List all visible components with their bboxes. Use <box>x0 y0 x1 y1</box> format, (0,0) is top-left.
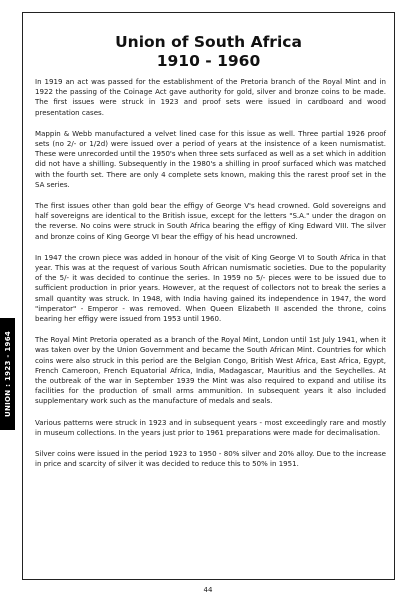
paragraph: In 1947 the crown piece was added in honour of the visit of King George VI to South Africa in that year. This was at the request of various South African numismatic societies. Due to the popularity of the 5/- it was decided to continue the series. In 1959 no 5/- pieces were to be issued due to sufficient production in prior years. However, at the request of collectors not to break the series a small quantity was struck. In 1948, with India having gained its independence in 1947, the word "imperator" - Emperor - was removed. When Queen Elizabeth II ascended the throne, coins bearing her effigy were issued from 1953 until 1960. <box>35 252 386 324</box>
page-title: Union of South Africa <box>115 33 302 51</box>
paragraph: In 1919 an act was passed for the establishment of the Pretoria branch of the Royal Mint and in 1922 the passing of the Coinage Act gave authority for gold, silver and bronze coins to be made. The first issues were struck in 1923 and proof sets were issued in cardboard and wood presentation cases. <box>35 77 386 117</box>
paragraph: Silver coins were issued in the period 1923 to 1950 - 80% silver and 20% alloy. Due to the increase in price and scarcity of silver it was decided to reduce this to 50% in 1951. <box>35 449 386 469</box>
paragraph: The Royal Mint Pretoria operated as a branch of the Royal Mint, London until 1st July 1941, when it was taken over by the Union Government and became the South African Mint. Countries for which coins were also struck in this period are the Belgian Congo, British West Africa, East Africa, Egypt, French Cameroon, French Equatorial Africa, India, Madagascar, Mauritius and the Seychelles. At the outbreak of the war in September 1939 the Mint was also required to expand and utilise its facilities for the production of small arms ammunition. In subsequent years it also included supplementary work such as the manufacture of medals and seals. <box>35 335 386 406</box>
side-tab-label: UNION : 1923 - 1964 <box>3 330 12 418</box>
page-subtitle-years: 1910 - 1960 <box>156 52 261 70</box>
paragraph: Various patterns were struck in 1923 and in subsequent years - most exceedingly rare and mostly in museum collections. In the years just prior to 1961 preparations were made for decimalisation. <box>35 417 386 437</box>
paragraph: Mappin & Webb manufactured a velvet lined case for this issue as well. Three partial 1926 proof sets (no 2/- or 1/2d) were issued over a period of years at the insistence of a keen numismatist. These were unrecorded until the 1950's when three sets surfaced as well as a set which in addition did not have a shilling. Subsequently in the 1980's a shilling in proof surfaced which was matched with the fourth set. There are only 4 complete sets known, making this the rarest proof set in the SA series. <box>35 128 386 189</box>
page-number: 44 <box>203 586 213 594</box>
paragraph: The first issues other than gold bear the effigy of George V's head crowned. Gold sovereigns and half sovereigns are identical to the British issue, except for the letters "S.A." under the dragon on the reverse. No coins were struck in South Africa bearing the effigy of King Edward VIII. The silver and bronze coins of King George VI bear the effigy of his head uncrowned. <box>35 201 386 241</box>
section-side-tab <box>0 318 15 430</box>
article-body <box>35 77 386 481</box>
